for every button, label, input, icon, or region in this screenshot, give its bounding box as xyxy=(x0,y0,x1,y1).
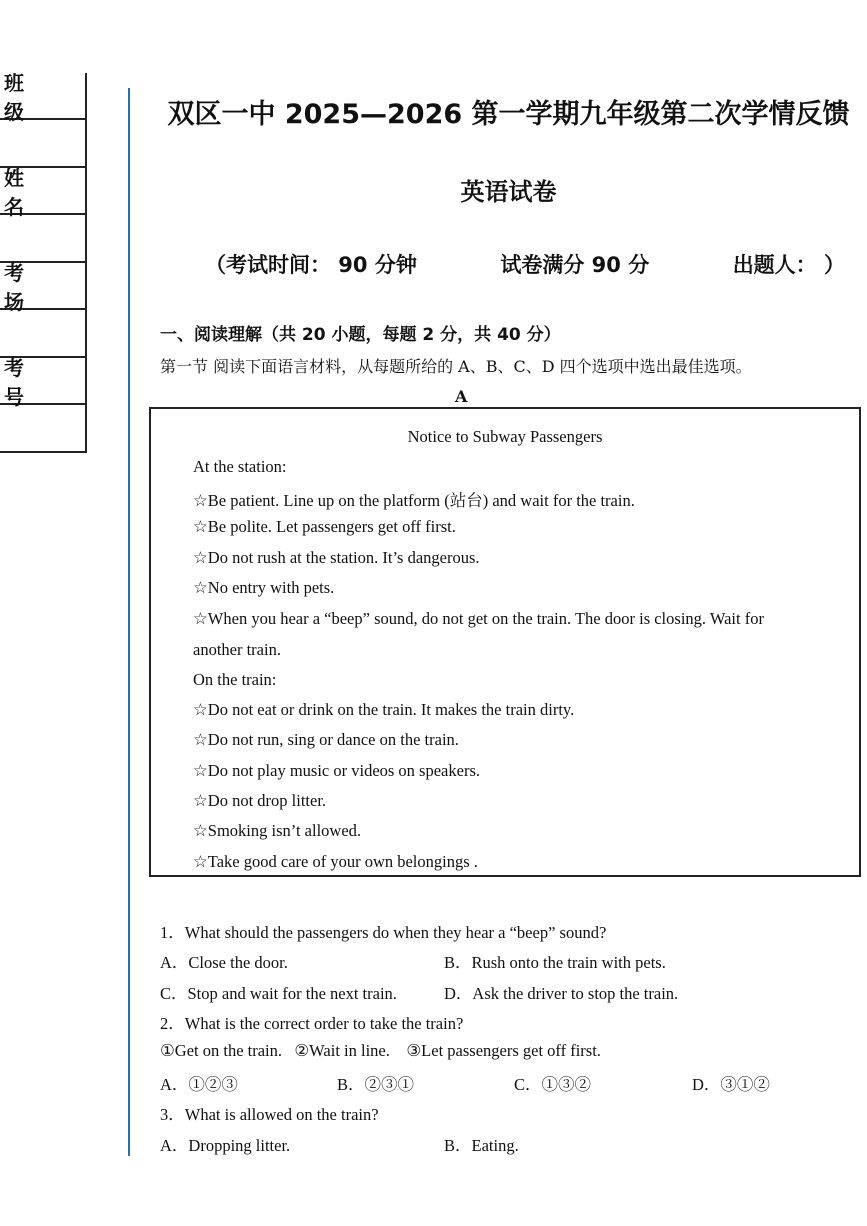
notice-line: ☆Do not rush at the station. It’s dangerous. xyxy=(193,548,480,567)
notice-line: ☆Smoking isn’t allowed. xyxy=(193,821,362,840)
notice-title: Notice to Subway Passengers xyxy=(407,427,603,446)
exam-title: 双区一中 2025—2026 第一学期九年级第二次学情反馈 xyxy=(167,99,850,130)
notice-line: ☆Be polite. Let passengers get off first. xyxy=(193,517,456,536)
exam-number-field[interactable] xyxy=(0,405,85,453)
notice-line: another train. xyxy=(193,640,281,659)
notice-box xyxy=(149,407,861,877)
question-3-option-a[interactable]: A．Dropping litter. xyxy=(160,1136,291,1155)
class-label: 班 级 xyxy=(0,73,85,120)
exam-room-label: 考 场 xyxy=(0,263,85,310)
question-2-option-c[interactable]: C．①③② xyxy=(514,1075,592,1094)
notice-line: ☆Do not eat or drink on the train. It makes the train dirty. xyxy=(193,700,575,719)
notice-line: ☆Do not run, sing or dance on the train. xyxy=(193,730,459,749)
notice-line: ☆Do not play music or videos on speakers. xyxy=(193,761,480,780)
question-2-option-d[interactable]: D．③①② xyxy=(692,1075,770,1094)
question-1-option-c[interactable]: C．Stop and wait for the next train. xyxy=(160,984,397,1003)
question-1-option-b[interactable]: B．Rush onto the train with pets. xyxy=(444,953,666,972)
question-1-option-a[interactable]: A．Close the door. xyxy=(160,953,288,972)
exam-info xyxy=(205,249,845,279)
question-1-stem: 1．What should the passengers do when they hear a “beep” sound? xyxy=(160,923,607,942)
notice-line: ☆When you hear a “beep” sound, do not get on the train. The door is closing. Wait for xyxy=(193,609,764,628)
question-setter: 出题人： ） xyxy=(732,253,845,277)
notice-line: ☆No entry with pets. xyxy=(193,578,335,597)
notice-line: ☆Do not drop litter. xyxy=(193,791,327,810)
section-heading: 一、阅读理解（共 20 小题，每题 2 分，共 40 分） xyxy=(160,325,561,345)
question-2-option-b[interactable]: B．②③① xyxy=(337,1075,415,1094)
question-3-option-b[interactable]: B．Eating. xyxy=(444,1136,519,1155)
question-2-stem: 2．What is the correct order to take the train? xyxy=(160,1014,464,1033)
student-info-table xyxy=(0,70,87,453)
section-instruction: 第一节 阅读下面语言材料，从每题所给的 A、B、C、D 四个选项中选出最佳选项。 xyxy=(160,357,752,376)
notice-line: At the station: xyxy=(193,457,287,476)
exam-number-label: 考 号 xyxy=(0,358,85,405)
question-2-steps: ①Get on the train. ②Wait in line. ③Let passengers get off first. xyxy=(160,1041,601,1060)
exam-time: （考试时间： 90 分钟 xyxy=(205,253,417,277)
notice-line: ☆Take good care of your own belongings . xyxy=(193,852,478,871)
full-score: 试卷满分 90 分 xyxy=(500,253,650,277)
question-3-stem: 3．What is allowed on the train? xyxy=(160,1105,379,1124)
name-label: 姓 名 xyxy=(0,168,85,215)
binding-line xyxy=(128,88,130,1156)
notice-line: ☆Be patient. Line up on the platform (站台) and wait for the train. xyxy=(193,491,635,510)
question-2-option-a[interactable]: A．①②③ xyxy=(160,1075,238,1094)
passage-letter: A xyxy=(455,387,468,406)
question-1-option-d[interactable]: D．Ask the driver to stop the train. xyxy=(444,984,679,1003)
exam-subtitle: 英语试卷 xyxy=(460,178,557,206)
notice-line: On the train: xyxy=(193,670,277,689)
